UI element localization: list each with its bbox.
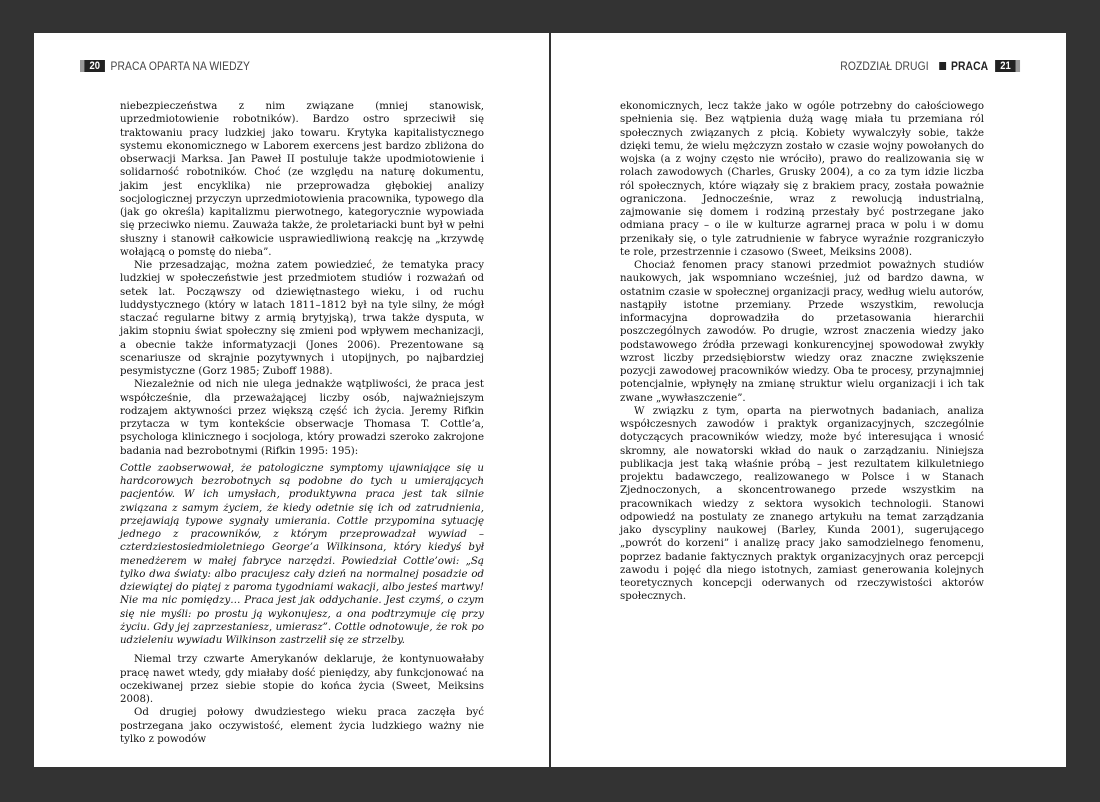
right-page-text (620, 100, 984, 604)
paragraph: Niezależnie od nich nie ulega jednakże wątpliwości, że praca jest współcześnie, dla przeważającej liczby osób, najważniejszym rodzajem aktywności przez większą część ich życia. Jeremy Rifkin przytacza w tym kontekście obserwacje Thomasa T. Cottle’a, psychologa klinicznego i socjologa, który prowadzi szeroko zakrojone badania nad bezrobotnymi (Rifkin 1995: 195): (120, 379, 484, 457)
square-separator-icon (939, 62, 946, 70)
paragraph: Chociaż fenomen pracy stanowi przedmiot poważnych studiów naukowych, jak wspomniano wcześniej, już od bardzo dawna, w ostatnim czasie w społecznej organizacji pracy, według wielu autorów, nastąpiły istotne przemiany. Przede wszystkim, rewolucja informacyjna doprowadziła do przetasowania hierarchii poszczególnych zawodów. Po drugie, wzrost znaczenia wiedzy jako podstawowego źródła przewagi konkurencyjnej spowodował zwykły wzrost liczby przedsiębiorstw wiedzy oraz znaczne zwiększenie pozycji zawodowej pracowników wiedzy. Oba te procesy, przynajmniej potencjalnie, wpłynęły na zmianę struktur wielu organizacji i ich tak zwane „wywłaszczenie”. (620, 260, 984, 404)
page-number-right: 21 (995, 60, 1016, 72)
left-running-header (80, 58, 250, 74)
paragraph: niebezpieczeństwa z nim związane (mniej stanowisk, uprzedmiotowienie robotników). Bardzo ostro sprzeciwił się traktowaniu pracy ludzkiej jako towaru. Krytyka kapitalistycznego systemu ekonomicznego w Laborem exercens jest bardzo zbliżona do obserwacji Marksa. Jan Paweł II postuluje także upodmiotowienie i solidarność robotników. Choć (ze względu na naturę dokumentu, jakim jest encyklika) nie przeprowadza głębokiej analizy socjologicznej przyczyn uprzedmiotowienia pracownika, typowego dla (jak go określa) kapitalizmu pierwotnego, kategorycznie wypowiada się przeciwko niemu. Zauważa także, że proletariacki bunt był w pełni słuszny i stanowił całkowicie usprawiedliwioną reakcję na „krzywdę wołającą o pomstę do nieba”. (120, 101, 484, 258)
paragraph: Nie przesadzając, można zatem powiedzieć, że tematyka pracy ludzkiej w społeczeństwie jest przedmiotem studiów i rozważań od setek lat. Począwszy od dziewiętnastego wieku, i od ruchu luddystycznego (który w latach 1811–1812 był na tyle silny, że mógł staczać regularne bitwy z armią brytyjską), trwa także dysputa, w jakim stopniu świat społeczny się zmieni pod wpływem mechanizacji, a obecnie także informatyzacji (Jones 2006). Prezentowane są scenariusze od skrajnie pozytywnych i utopijnych, po najbardziej pesymistyczne (Gorz 1985; Zuboff 1988). (120, 260, 484, 377)
page-number-left: 20 (84, 60, 105, 72)
running-head-title: PRACA OPARTA NA WIEDZY (110, 59, 251, 73)
header-tab-mark (1016, 60, 1020, 72)
paragraph: ekonomicznych, lecz także jako w ogóle potrzebny do całościowego spełnienia się. Bez wątpienia dużą wagę miała tu przemiana ról społecznych związanych z płcią. Kobiety wywalczyły sobie, także dzięki temu, że wielu mężczyzn zostało w czasie wojny powołanych do wojska (a z wojny często nie wróciło), prawo do realizowania się w rolach zawodowych (Charles, Grusky 2004), a co za tym idzie liczba ról społecznych, które wiązały się z brakiem pracy, została poważnie ograniczona. Jednocześnie, wraz z rewolucją industrialną, zajmowanie się domem i rodziną przestały być postrzegane jako odmiana pracy – o ile w kulturze agrarnej praca w polu i w domu przenikały się, o tyle zatrudnienie w fabryce wyraźnie rozgraniczyło te role, przestrzennie i czasowo (Sweet, Meiksins 2008). (620, 101, 984, 258)
chapter-label: ROZDZIAŁ DRUGI (839, 59, 929, 73)
left-page-text (120, 100, 484, 746)
right-running-header (840, 58, 1020, 74)
block-quote: Cottle zaobserwował, że patologiczne symptomy ujawniające się u hardcorowych bezrobotnych są podobne do tych u umierających pacjentów. W ich umysłach, produktywna praca jest tak silnie związana z samym życiem, że kiedy odetnie się ich od zatrudnienia, przejawiają typowe sygnały umierania. Cottle przypomina sytuację jednego z pracowników, z którym przeprowadzał wywiad – czterdziestosiedmioletniego George’a Wilkinsona, który kiedyś był menedżerem w małej fabryce narzędzi. Powiedział Cottle’owi: „Są tylko dwa światy: albo pracujesz cały dzień na normalnej posadzie od dziewiątej do piątej z paroma tygodniami wakacji, albo jesteś martwy! Nie ma nic pomiędzy… Praca jest jak oddychanie. Jest czymś, o czym się nie myśli: po prostu ją wykonujesz, a ona podtrzymuje cię przy życiu. Gdy jej zaprzestaniesz, umierasz”. Cottle odnotowuje, że rok po udzieleniu wywiadu Wilkinson zastrzelił się ze strzelby. (120, 462, 484, 646)
paragraph: Od drugiej połowy dwudziestego wieku praca zaczęła być postrzegana jako oczywistość, element życia ludzkiego ważny nie tylko z powodów (120, 707, 484, 745)
paragraph: W związku z tym, oparta na pierwotnych badaniach, analiza współczesnych zawodów i praktyk organizacyjnych, szczególnie dotyczących pracowników wiedzy, może być interesująca i wnosić skromny, ale nowatorski wkład do nauk o zarządzaniu. Niniejsza publikacja jest taką właśnie próbą – jest rezultatem kilkuletniego projektu badawczego, realizowanego w Polsce i w Stanach Zjednoczonych, a skoncentrowanego przede wszystkim na pracownikach wiedzy z sektora wysokich technologii. Stanowi odpowiedź na postulaty ze znanego artykułu na temat zarządzania jako dyscypliny naukowej (Barley, Kunda 2001), sugerującego „powrót do korzeni” i analizę pracy jako samodzielnego fenomenu, poprzez badanie faktycznych praktyk organizacyjnych oraz percepcji zawodu i pojęć dla niego istotnych, zamiast generowania kolejnych teoretycznych koncepcji oderwanych od rzeczywistości aktorów społecznych. (620, 405, 984, 603)
right-page (551, 33, 1066, 767)
paragraph: Niemal trzy czwarte Amerykanów deklaruje, że kontynuowałaby pracę nawet wtedy, gdy miałaby dość pieniędzy, aby funkcjonować na oczekiwanej przez siebie stopie do końca życia (Sweet, Meiksins 2008). (120, 654, 484, 705)
section-label: PRACA (950, 59, 988, 73)
left-page (34, 33, 549, 767)
